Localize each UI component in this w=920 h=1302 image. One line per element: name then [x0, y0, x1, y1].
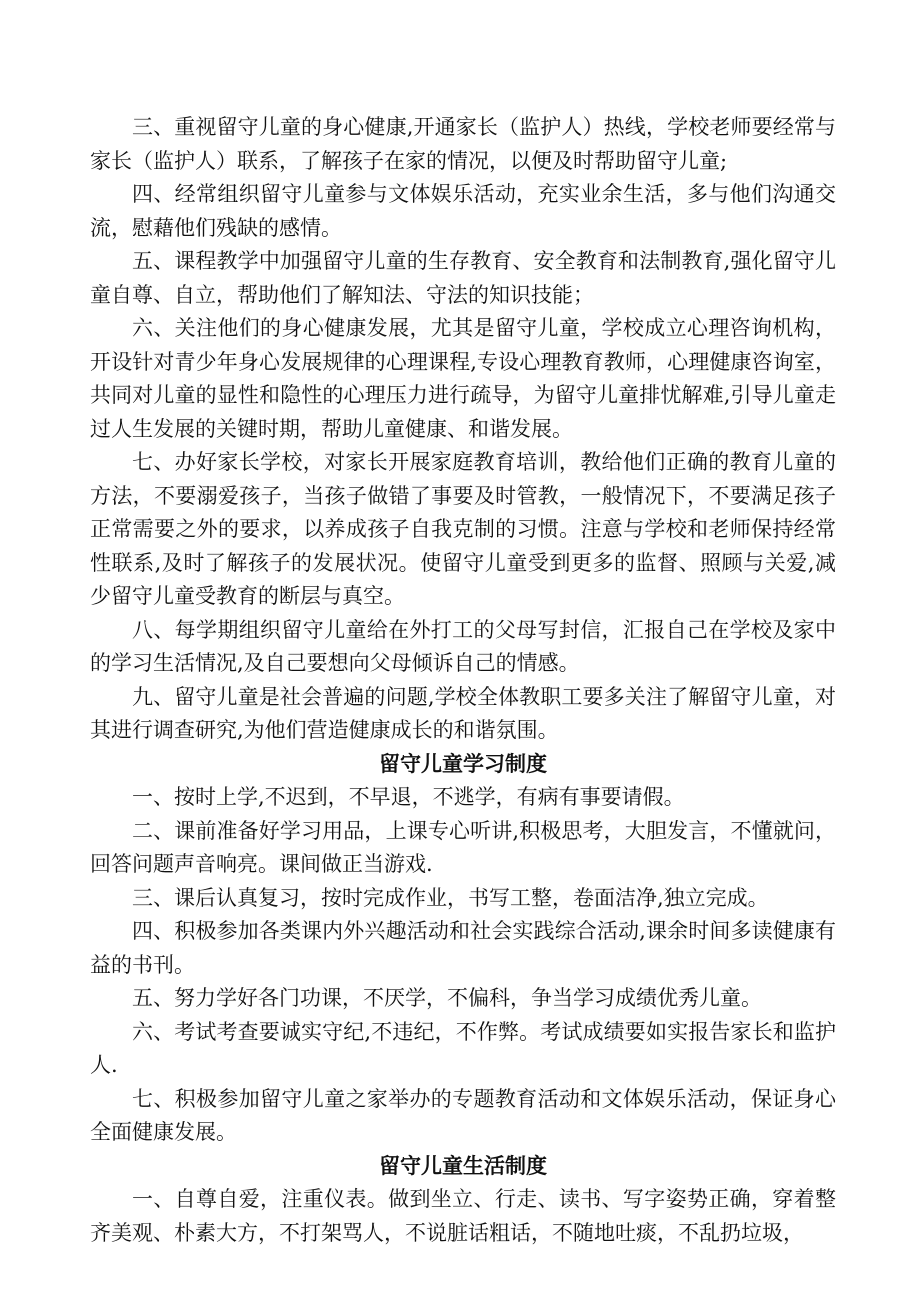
paragraph-item-6: 六、关注他们的身心健康发展，尤其是留守儿童，学校成立心理咨询机构，开设针对青少年身心发展规律的心理课程,专设心理教育教师，心理健康咨询室，共同对儿童的显性和隐性的心理压力进行疏导，为留守儿童排忧解难,引导儿童走过人生发展的关键时期，帮助儿童健康、和谐发展。 — [90, 316, 836, 441]
study-rule-4: 四、积极参加各类课内外兴趣活动和社会实践综合活动,课余时间多读健康有益的书刊。 — [90, 919, 836, 977]
paragraph-item-3: 三、重视留守儿童的身心健康,开通家长（监护人）热线，学校老师要经常与家长（监护人）联系，了解孩子在家的情况，以便及时帮助留守儿童; — [90, 115, 836, 173]
study-rule-7: 七、积极参加留守儿童之家举办的专题教育活动和文体娱乐活动，保证身心全面健康发展。 — [90, 1086, 836, 1144]
paragraph-item-9: 九、留守儿童是社会普遍的问题,学校全体教职工要多关注了解留守儿童，对其进行调查研究,为他们营造健康成长的和谐氛围。 — [90, 684, 836, 742]
life-rules-heading: 留守儿童生活制度 — [379, 1153, 547, 1178]
study-rule-1: 一、按时上学,不迟到，不早退，不逃学，有病有事要请假。 — [132, 785, 685, 809]
study-rule-5: 五、努力学好各门功课，不厌学，不偏科，争当学习成绩优秀儿童。 — [132, 986, 762, 1010]
study-rule-6: 六、考试考查要诚实守纪,不违纪，不作弊。考试成绩要如实报告家长和监护人. — [90, 1019, 836, 1077]
paragraph-item-8: 八、每学期组织留守儿童给在外打工的父母写封信，汇报自己在学校及家中的学习生活情况,及自己要想向父母倾诉自己的情感。 — [90, 617, 836, 675]
study-rule-3: 三、课后认真复习，按时完成作业，书写工整，卷面洁净,独立完成。 — [132, 885, 769, 910]
life-rule-1: 一、自尊自爱，注重仪表。做到坐立、行走、读书、写字姿势正确，穿着整齐美观、朴素大方，不打架骂人，不说脏话粗话，不随地吐痰，不乱扔垃圾， — [90, 1187, 836, 1245]
paragraph-item-5: 五、课程教学中加强留守儿童的生存教育、安全教育和法制教育,强化留守儿童自尊、自立，帮助他们了解知法、守法的知识技能； — [90, 249, 836, 307]
paragraph-item-7: 七、办好家长学校，对家长开展家庭教育培训，教给他们正确的教育儿童的方法，不要溺爱孩子，当孩子做错了事要及时管教，一般情况下，不要满足孩子正常需要之外的要求，以养成孩子自我克制的习惯。注意与学校和老师保持经常性联系,及时了解孩子的发展状况。使留守儿童受到更多的监督、照顾与关爱,减少留守儿童受教育的断层与真空。 — [90, 450, 836, 608]
document-page — [90, 111, 836, 1250]
study-rules-heading: 留守儿童学习制度 — [379, 751, 547, 776]
study-rule-2: 二、课前准备好学习用品，上课专心听讲,积极思考，大胆发言，不懂就问，回答问题声音响亮。课间做正当游戏. — [90, 818, 836, 876]
paragraph-item-4: 四、经常组织留守儿童参与文体娱乐活动，充实业余生活，多与他们沟通交流，慰藉他们残缺的感情。 — [90, 182, 836, 240]
